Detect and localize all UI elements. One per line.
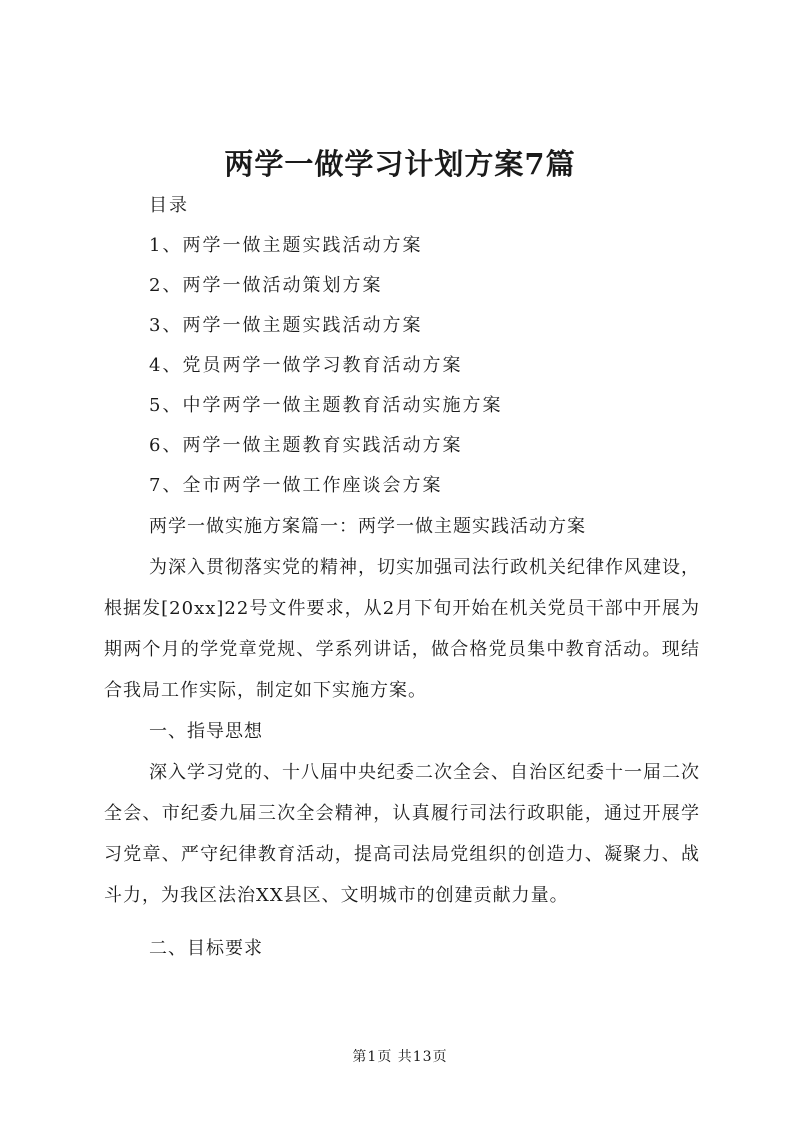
document-title: 两学一做学习计划方案7篇: [224, 147, 576, 181]
toc-item: 6、两学一做主题教育实践活动方案: [149, 435, 463, 456]
body-paragraph: 深入学习党的、十八届中央纪委二次全会、自治区纪委十一届二次全会、市纪委九届三次全会精神，认真履行司法行政职能，通过开展学习党章、严守纪律教育活动，提高司法局党组织的创造力、凝聚力、战斗力，为我区法治XX县区、文明城市的创建贡献力量。: [104, 762, 700, 906]
toc-item: 7、全市两学一做工作座谈会方案: [149, 475, 443, 496]
section-title: 两学一做实施方案篇一：两学一做主题实践活动方案: [149, 516, 586, 537]
section-heading: 二、目标要求: [149, 938, 263, 959]
toc-item: 2、两学一做活动策划方案: [149, 275, 383, 296]
table-of-contents: [149, 186, 709, 506]
toc-item: 4、党员两学一做学习教育活动方案: [149, 355, 463, 376]
toc-item: 5、中学两学一做主题教育活动实施方案: [149, 395, 503, 416]
section-heading: 一、指导思想: [149, 721, 263, 742]
document-body: [104, 506, 700, 969]
toc-heading: 目录: [149, 195, 189, 216]
toc-item: 1、两学一做主题实践活动方案: [149, 235, 423, 256]
body-paragraph: 为深入贯彻落实党的精神，切实加强司法行政机关纪律作风建设，根据发[20xx]22号文件要求，从2月下旬开始在机关党员干部中开展为期两个月的学党章党规、学系列讲话，做合格党员集中教育活动。现结合我局工作实际，制定如下实施方案。: [104, 557, 700, 701]
page-footer: 第1页 共13页: [352, 1049, 448, 1065]
toc-item: 3、两学一做主题实践活动方案: [149, 315, 423, 336]
